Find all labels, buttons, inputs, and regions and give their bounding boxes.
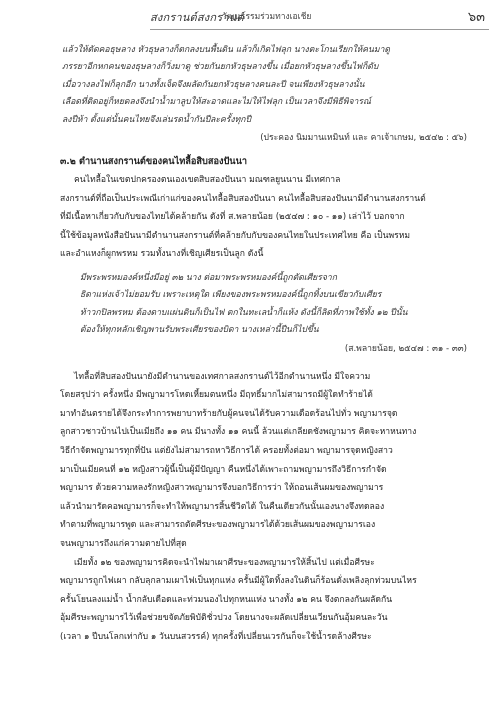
page-number: ๖๓ (467, 10, 485, 25)
paragraph (60, 554, 469, 647)
header-divider (150, 29, 489, 30)
header-logo: สงกรานต์สงกรานต์ (150, 11, 244, 24)
quote-line: แล้วให้ตัดคอธุษลาง หัวธุษลางก็ตกลงบนพื้นดิน แล้วก็เกิดไฟลุก นางตะโกนเรียกให้คนมาดู (62, 45, 390, 55)
quote-line: เลือดที่ติดอยู่ก็หยดลงจึงนำน้ำมาลูบให้สะอาดและไม่ให้ไฟลุก เป็นเวลาจึงมีพิธีพิจารณ์ (62, 97, 371, 108)
quote-block-1 (62, 42, 469, 129)
paragraph (60, 368, 469, 554)
quote-block-2 (80, 270, 463, 340)
text-line: มาทำอันตรายได้จึงกระทำการพยาบาทร้ายกับผู้คนจนได้รับความเดือดร้อนไปทั่ว พญามารจุด (60, 408, 398, 419)
text-line: แล้วนำมารัดคอพญามารก็จะทำให้พญามารสิ้นชีวิตได้ ในคืนเดียวกันนั้นเองนางจึงทดลอง (60, 501, 385, 512)
text-line: และอำแหงก็ผูกพรหม รวมทั้งนางที่เชิญเศียรเป็นลูก ดังนี้ (60, 249, 264, 260)
page-header (150, 4, 489, 30)
citation: (ประคอง นิมมานเหมินท์ และ คาเจ้าเกษม, ๒๕๔๒ : ๕๖) (260, 133, 467, 144)
quote-line: ภรรยาอีกหกคนของธุษลางก็วิ่งมาดู ช่วยกันยกหัวธุษลางขึ้น เมื่อยกหัวธุษลางขึ้นไฟก็ดับ (62, 62, 379, 73)
text-line: เมียทั้ง ๑๒ ของพญามารคิดจะนำไฟมาเผาศีรษะของพญามารให้สิ้นไป แต่เมื่อศีรษะ (74, 557, 375, 568)
text-line: โดยสรุปว่า ครั้งหนึ่ง มีพญามารโหดเหี้ยมตนหนึ่ง มีฤทธิ์มากไม่สามารถมีผู้ใดทำร้ายได้ (60, 390, 373, 401)
text-line: (เวลา ๑ ปีบนโลกเท่ากับ ๑ วันบนสวรรค์) ทุกครั้งที่เปลี่ยนเวรกันก็จะใช้น้ำรดล้างศีรษะ (60, 631, 372, 642)
text-line: ที่มีเนื้อหาเกี่ยวกับกับของไทยได้คล้ายกัน ดังที่ ส.พลายน้อย (๒๕๔๗ : ๑๐ - ๑๑) เล่าไว้ บอกจาก (60, 212, 405, 223)
text-line: ครั้นโยนลงแม่น้ำ น้ำกลับเดือดและท่วมนองไปทุกหนแห่ง นางทั้ง ๑๒ คน จึงตกลงกันผลัดกัน (60, 594, 393, 605)
quote-line: ธิดาแห่งเจ้าไม่ยอมรับ เพราะเหตุใด เพียงของพระพรหมองค์นี้ถูกทิ้งบนเขียวกับเศียร (80, 290, 382, 301)
text-line: ไทลื้อที่สิบสองปันนายังมีตำนานของเทศกาลสงกรานต์ไว้อีกตำนานหนึ่ง มีใจความ (74, 371, 371, 382)
quote-line: ต้องให้ทุกหลักเชิญพานรับพระเศียรของบิดา นางเหล่านี้ปีนก็ไปขึ้น (80, 325, 319, 336)
text-line: มาเป็นเมียคนที่ ๑๒ หญิงสาวผู้นี้เป็นผู้มีปัญญา คืนหนึ่งได้เพาะถามพญามารถึงวิธีการกำจัด (60, 464, 387, 475)
quote-line: ท้าวกปิลพรหม ต้องดาบแผ่นดินก็เป็นไฟ ตกในทะเลน้ำก็แห้ง ดังนี้ก็ลิดที่ภาพใช้ทั้ง ๑๒ ปีนั้น (80, 307, 408, 318)
quote-line: มีพระพรหมองค์หนึ่งมีอยู่ ๓๒ นาง ต่อมาพระพรหมองค์นี้ถูกตัดเศียรจาก (80, 273, 337, 283)
text-line: พญามารถูกไฟเผา กลับลุกลามเผาไฟเป็นทุกแห่ง ครั้นมีผู้ใดทิ้งลงในดินก็ร้อนดั่งเพลิงลุกท่วมบนไหร (60, 576, 417, 587)
text-line: ลูกสาวชาวบ้านไปเป็นเมียถึง ๑๑ คน มีนางทั้ง ๑๑ คนนี้ ล้วนแต่เกลียดชังพญามาร คิดจะหาหนทาง (60, 427, 417, 438)
text-line: คนไทลื้อในเขตปกครองตนเองเขตสิบสองปันนา มณฑลยูนนาน มีเทศกาล (74, 175, 341, 186)
text-line: อุ้มศีรษะพญามารไว้เพื่อช่วยขจัดภัยพิบัติชั่วปวง โดยนางจะผลัดเปลี่ยนเวียนกันอุ้มคนละวัน (60, 613, 388, 624)
text-line: จนพญามารถึงแก่ความตายไปที่สุด (60, 538, 187, 549)
text-line: สงกรานต์ที่ถือเป็นประเพณีเก่าแก่ของคนไทลื้อสิบสองปันนา คนไทลื้อสิบสองปันนามีตำนานสงกรานต์ (60, 193, 426, 204)
header-brand: วัฒนธรรมร่วมทางเอเชีย (222, 12, 312, 22)
quote-line: ลงปีห้า ตั้งแต่นั้นคนไทยจึงเล่นรดน้ำกันปีละครั้งทุกปี (62, 114, 251, 125)
text-line: พญามาร ด้วยความหลงรักหญิงสาวพญามารจึงบอกวิธีการว่า ให้ถอนเส้นผมของพญามาร (60, 483, 384, 494)
paragraph (60, 171, 469, 264)
page-content (60, 42, 469, 647)
text-line: นี้ใช้ข้อมูลหนังสือปันนามีตำนานสงกรานต์ที่คล้ายกับกับของคนไทยในประเทศไทย คือ เป็นพรหม (60, 230, 411, 241)
quote-line: เมื่อวางลงไฟก็ลุกอีก นางทั้งเจ็ดจึงผลัดกันยกหัวธุษลางคนละปี จนเพียงหัวธุษลางนั้น (62, 79, 365, 90)
text-line: วิธีกำจัดพญามารทุกที่ปัน แต่ยังไม่สามารถหาวิธีการได้ ครอยทั้งต่อมา พญามารจุดหญิงสาว (60, 446, 393, 456)
citation: (ส.พลายน้อย, ๒๕๔๗ : ๓๑ - ๓๓) (344, 343, 467, 354)
section-heading: ๓.๒ ตำนานสงกรานต์ของคนไทลื้อสิบสองปันนา (60, 156, 248, 168)
text-line: ทำตามที่พญามารพูด และสามารถตัดศีรษะของพญามารได้ด้วยเส้นผมของพญามารเอง (60, 520, 376, 531)
